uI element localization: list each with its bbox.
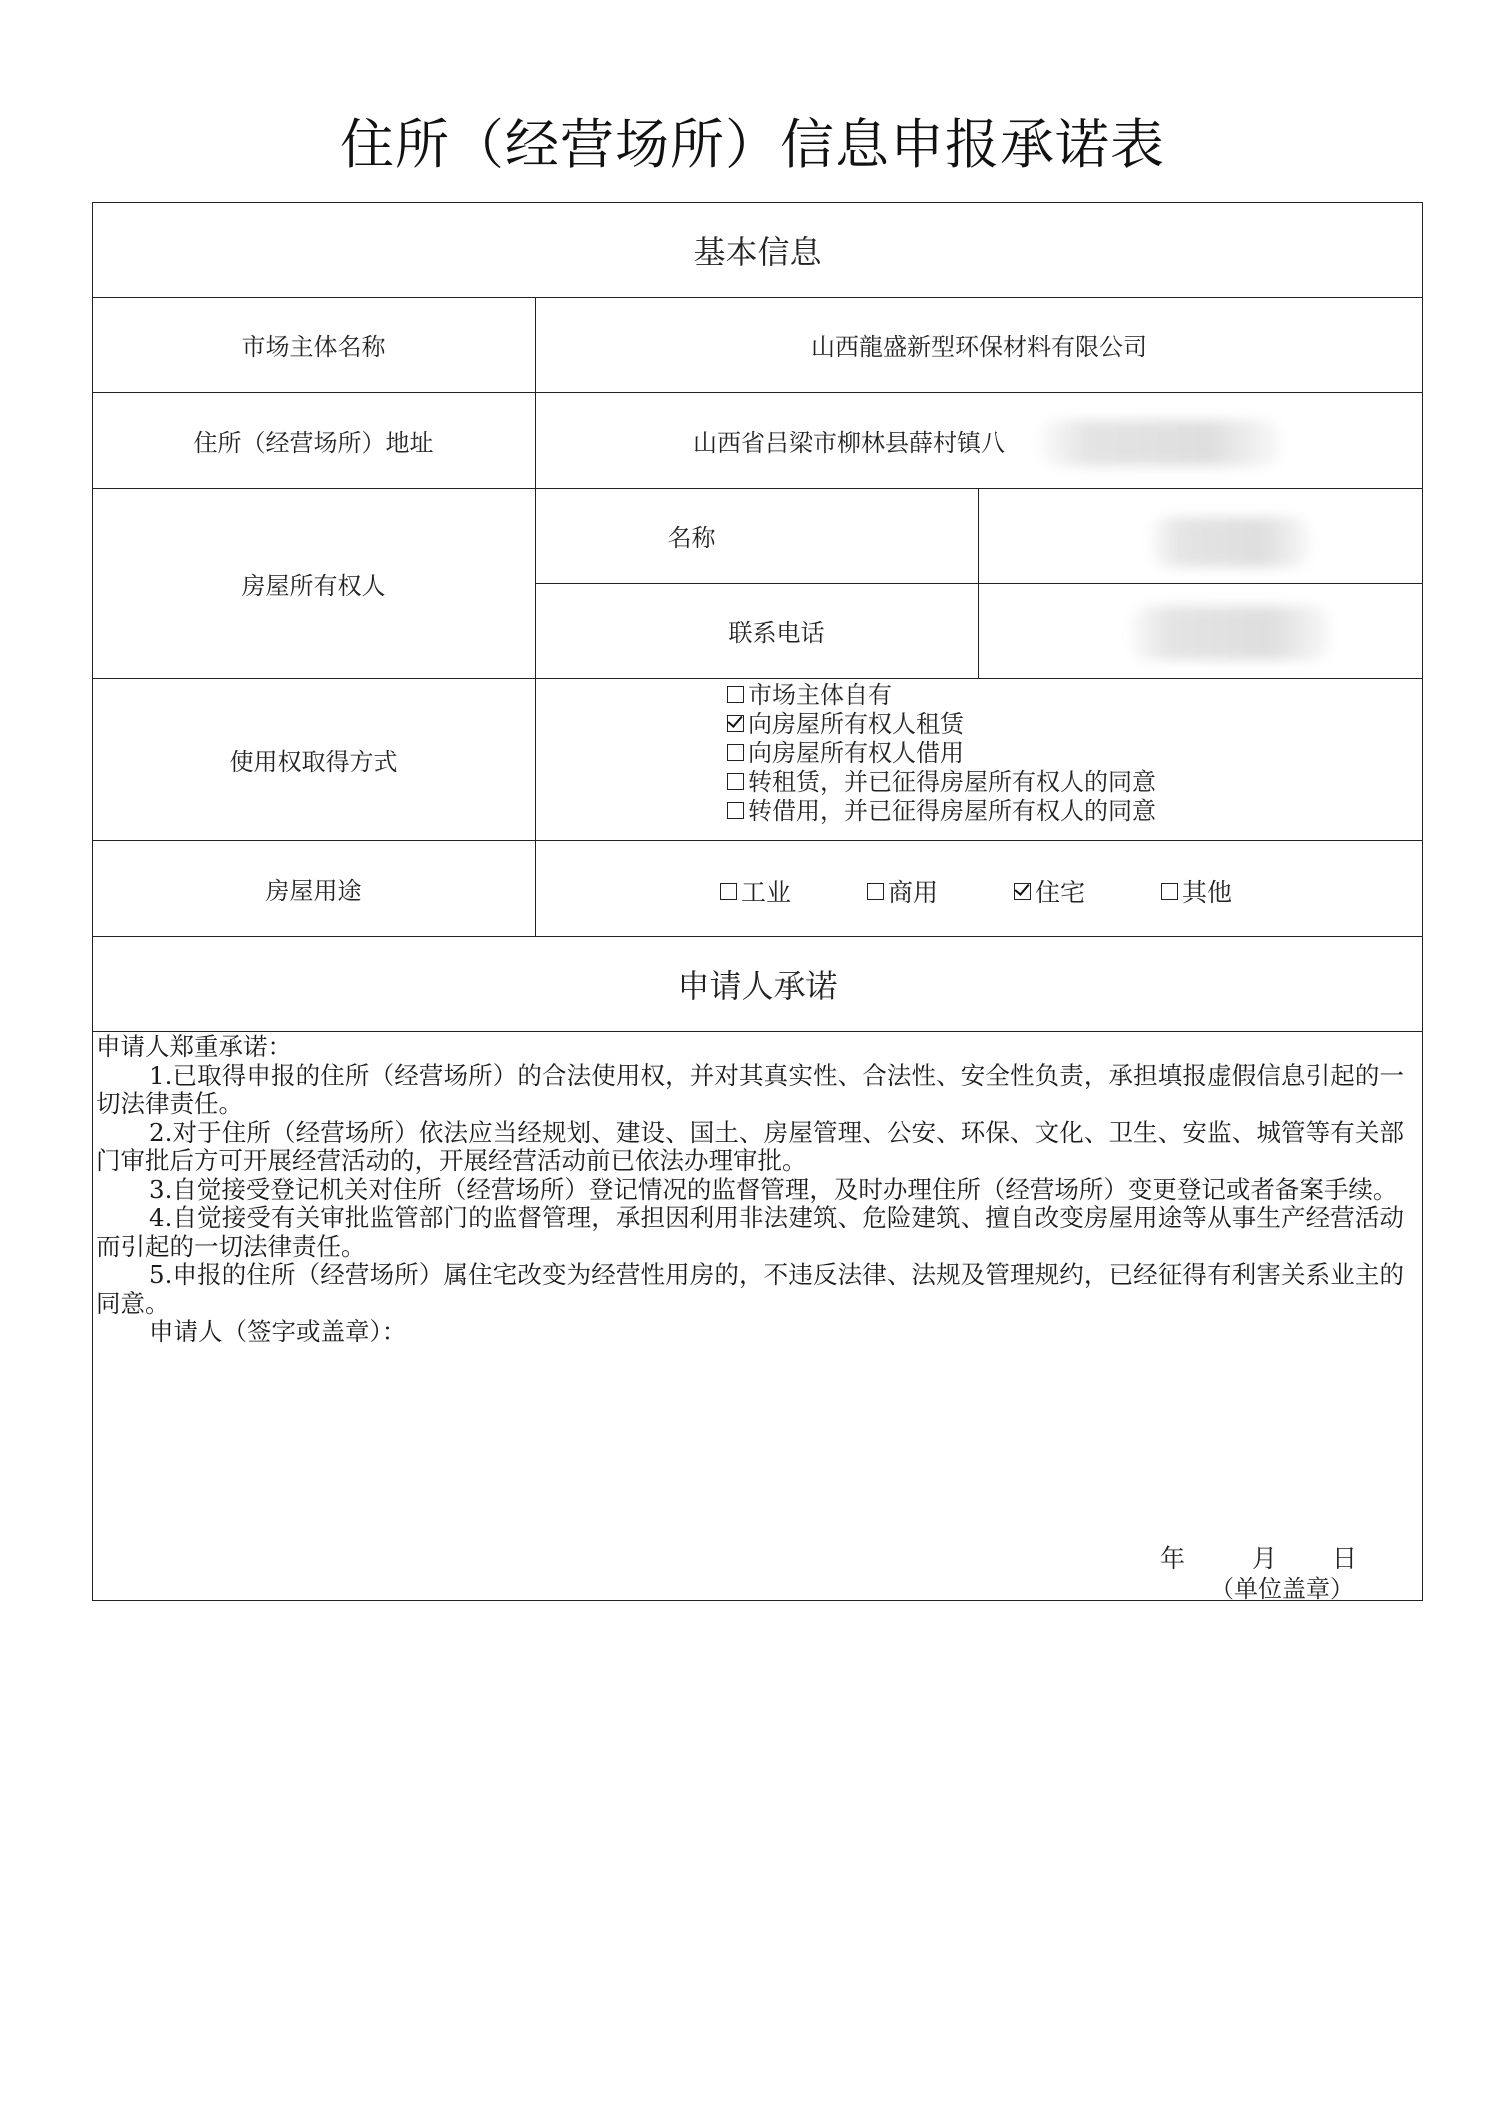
acquire-options bbox=[727, 680, 1156, 825]
column-divider bbox=[978, 488, 979, 678]
date-year: 年 bbox=[1160, 1544, 1186, 1573]
checkbox[interactable] bbox=[1161, 883, 1178, 900]
checkbox[interactable] bbox=[720, 883, 737, 900]
usage-option[interactable] bbox=[1014, 873, 1161, 909]
option-label: 其他 bbox=[1182, 878, 1233, 907]
seal-note: （单位盖章） bbox=[1210, 1575, 1354, 1603]
option-label: 转借用，并已征得房屋所有权人的同意 bbox=[748, 796, 1156, 825]
date-month: 月 bbox=[1252, 1544, 1278, 1573]
owner-name-label: 名称 bbox=[667, 524, 716, 552]
checkbox[interactable] bbox=[727, 744, 744, 761]
pledge-item: 4.自觉接受有关审批监管部门的监督管理，承担因利用非法建筑、危险建筑、擅自改变房屋用途等从事生产经营活动而引起的一切法律责任。 bbox=[96, 1203, 1404, 1261]
address-value: 山西省吕梁市柳林县薛村镇八 bbox=[693, 428, 1005, 457]
checkbox-checked[interactable] bbox=[1014, 883, 1031, 900]
redaction-blur bbox=[1040, 420, 1280, 466]
pledge-heading: 申请人承诺 bbox=[677, 966, 838, 1005]
basic-info-heading: 基本信息 bbox=[693, 232, 822, 271]
option-label: 向房屋所有权人租赁 bbox=[748, 709, 964, 738]
option-label: 向房屋所有权人借用 bbox=[748, 738, 964, 767]
redaction-blur bbox=[1150, 517, 1310, 567]
option-label: 工业 bbox=[741, 878, 792, 907]
checkbox[interactable] bbox=[727, 686, 744, 703]
pledge-item: 1.已取得申报的住所（经营场所）的合法使用权，并对其真实性、合法性、安全性负责，承担填报虚假信息引起的一切法律责任。 bbox=[96, 1060, 1404, 1118]
acquire-option[interactable] bbox=[727, 709, 1156, 738]
checkbox[interactable] bbox=[867, 883, 884, 900]
option-label: 住宅 bbox=[1035, 878, 1086, 907]
usage-option[interactable] bbox=[867, 873, 1014, 909]
page-title: 住所（经营场所）信息申报承诺表 bbox=[340, 113, 1165, 176]
entity-name-value: 山西龍盛新型环保材料有限公司 bbox=[811, 333, 1147, 361]
address-label: 住所（经营场所）地址 bbox=[193, 428, 434, 457]
pledge-item: 3.自觉接受登记机关对住所（经营场所）登记情况的监督管理，及时办理住所（经营场所）变更登记或者备案手续。 bbox=[149, 1174, 1398, 1204]
option-label: 转租赁，并已征得房屋所有权人的同意 bbox=[748, 767, 1156, 796]
checkbox[interactable] bbox=[727, 802, 744, 819]
acquire-option[interactable] bbox=[727, 680, 1156, 709]
pledge-item: 2.对于住所（经营场所）依法应当经规划、建设、国土、房屋管理、公安、环保、文化、卫生、安监、城管等有关部门审批后方可开展经营活动的，开展经营活动前已依法办理审批。 bbox=[96, 1117, 1404, 1175]
usage-option[interactable] bbox=[720, 873, 867, 909]
entity-name-label: 市场主体名称 bbox=[241, 333, 386, 361]
acquire-option[interactable] bbox=[727, 767, 1156, 796]
acquire-option[interactable] bbox=[727, 796, 1156, 825]
usage-option[interactable] bbox=[1161, 873, 1308, 909]
acquire-method-label: 使用权取得方式 bbox=[229, 747, 398, 776]
option-label: 商用 bbox=[888, 878, 939, 907]
pledge-intro: 申请人郑重承诺： bbox=[96, 1032, 292, 1061]
checkbox-checked[interactable] bbox=[727, 715, 744, 732]
owner-label: 房屋所有权人 bbox=[241, 571, 386, 600]
usage-options bbox=[720, 873, 1308, 909]
owner-phone-label: 联系电话 bbox=[728, 619, 825, 647]
signature-line: 申请人（签字或盖章）： bbox=[149, 1317, 407, 1346]
checkbox[interactable] bbox=[727, 773, 744, 790]
acquire-option[interactable] bbox=[727, 738, 1156, 767]
redaction-blur bbox=[1130, 606, 1330, 660]
pledge-text bbox=[96, 1033, 1404, 1347]
date-day: 日 bbox=[1332, 1544, 1358, 1573]
usage-label: 房屋用途 bbox=[265, 876, 362, 905]
pledge-item: 5.申报的住所（经营场所）属住宅改变为经营性用房的，不违反法律、法规及管理规约，已经征得有利害关系业主的同意。 bbox=[96, 1260, 1404, 1318]
option-label: 市场主体自有 bbox=[748, 680, 892, 709]
